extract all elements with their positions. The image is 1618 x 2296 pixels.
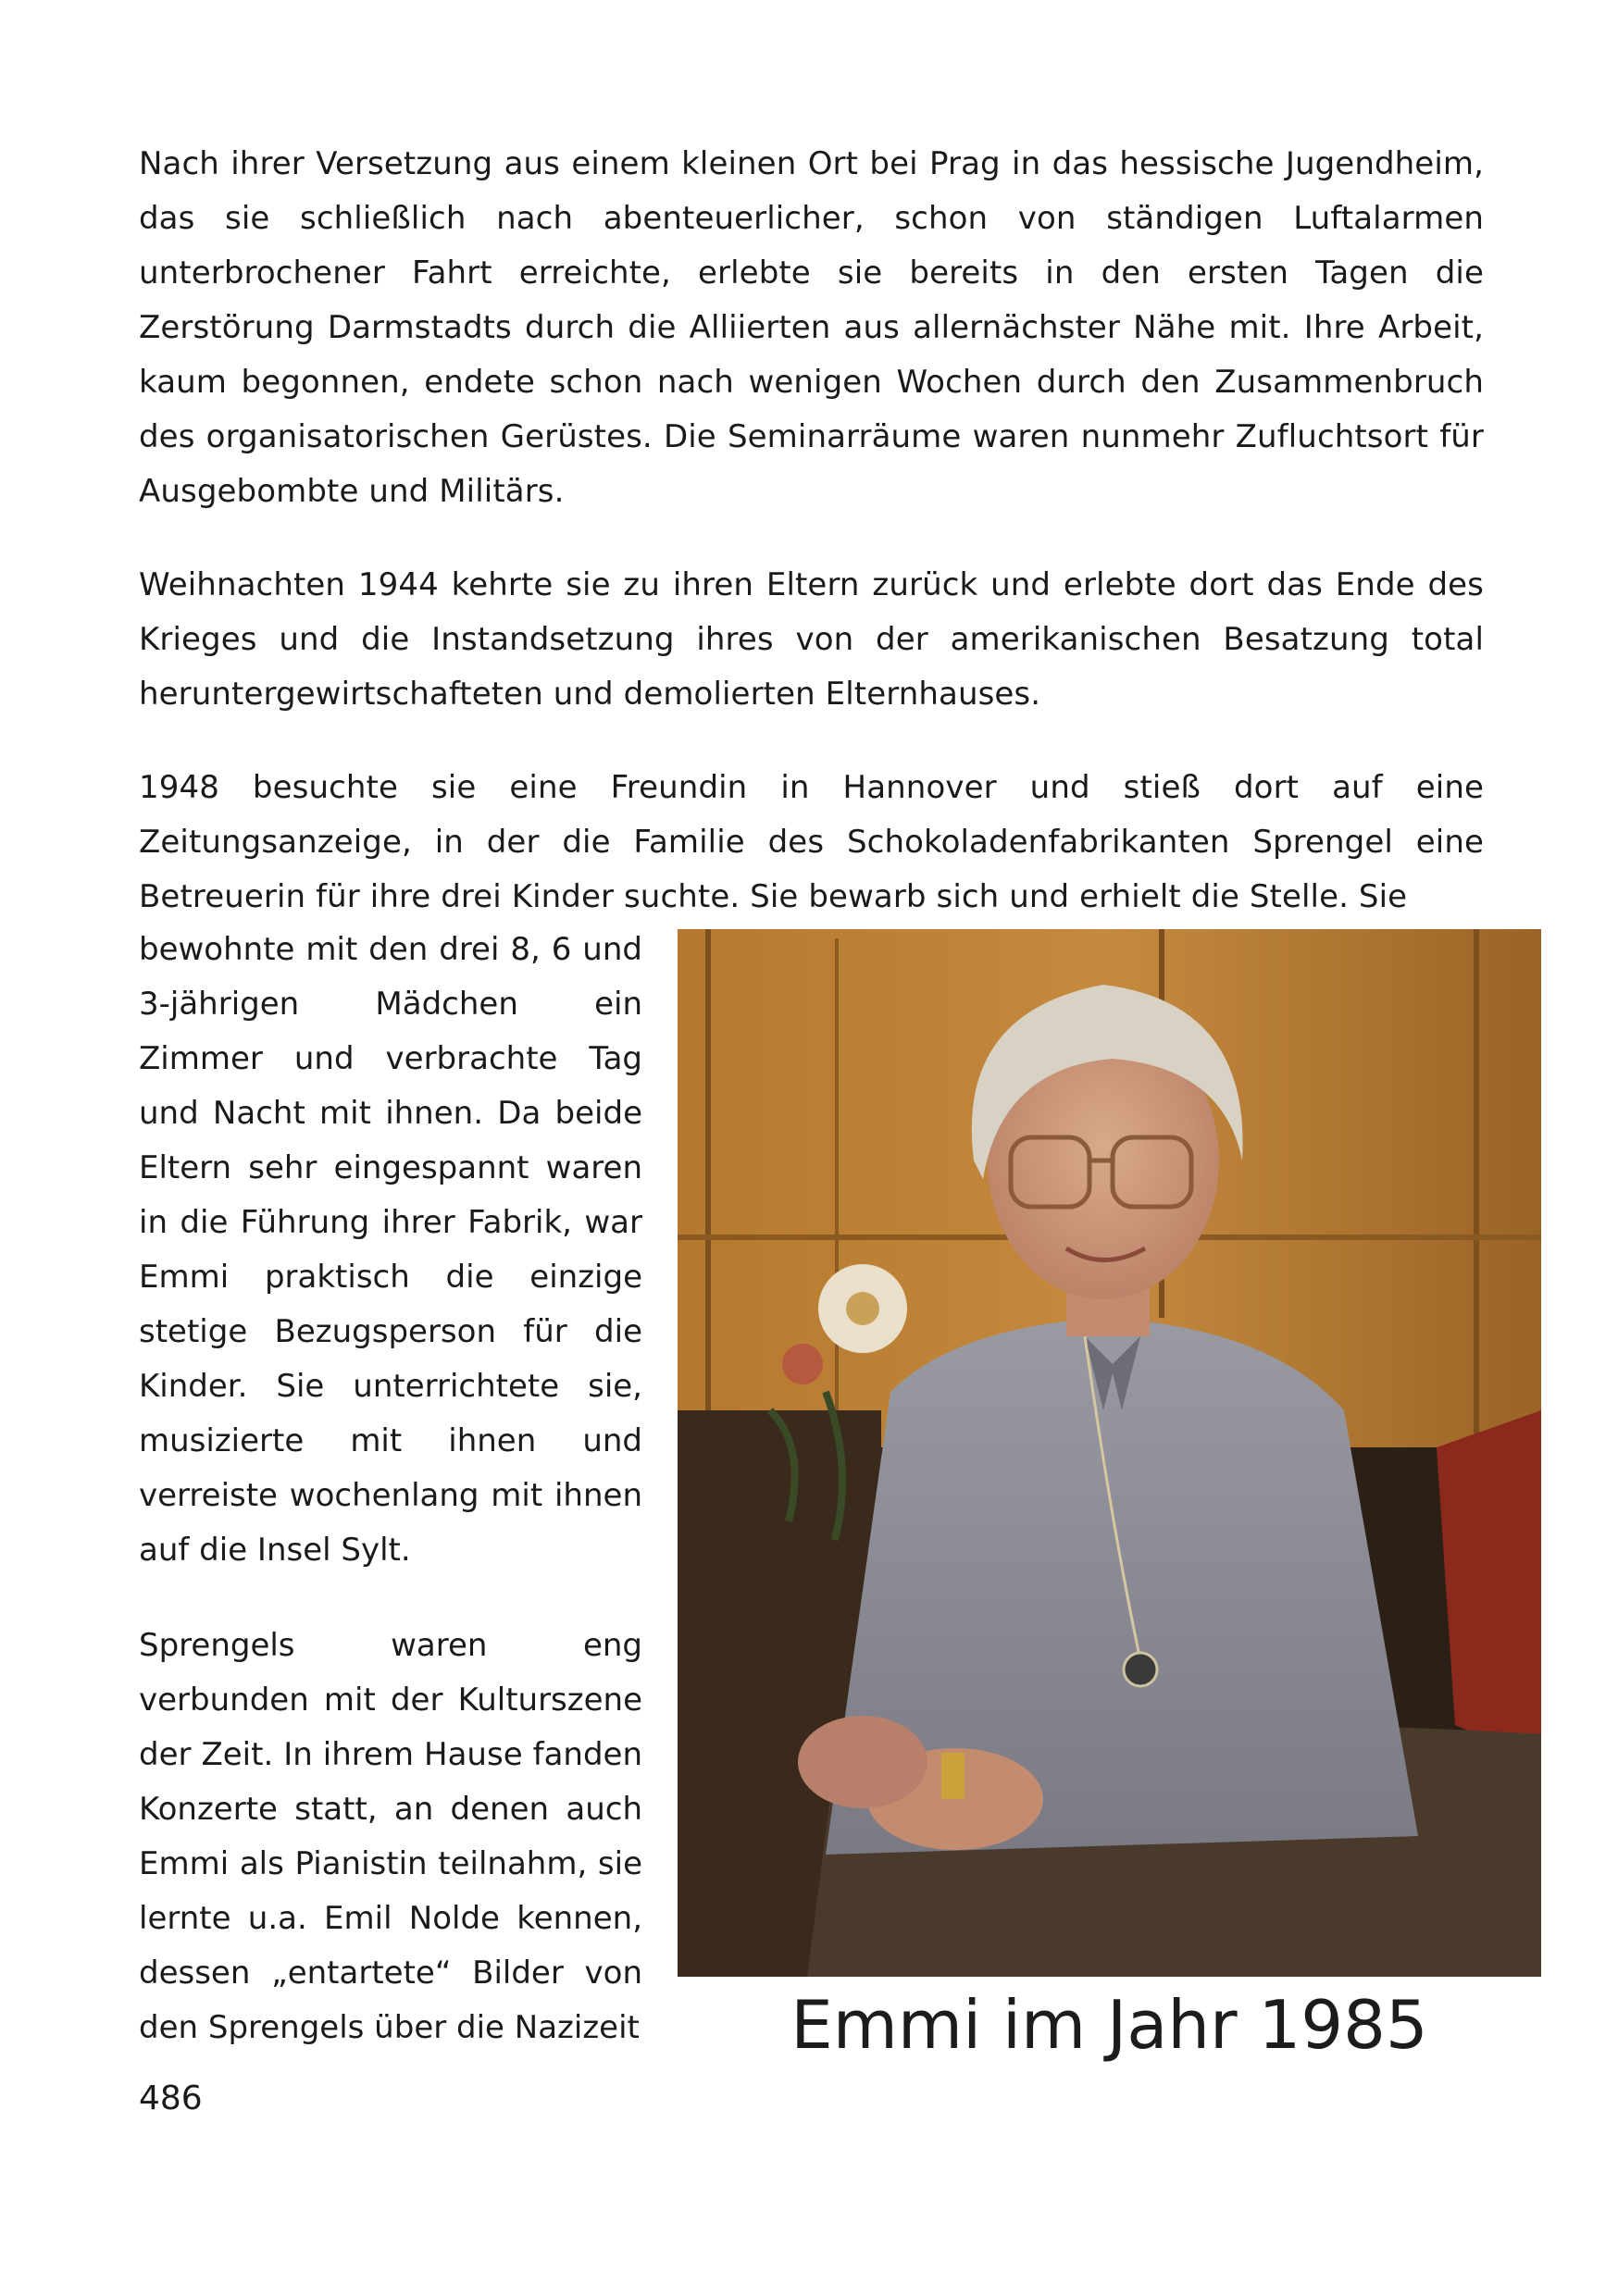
paragraph-2: Weihnachten 1944 kehrte sie zu ihren Eltern zurück und erlebte dort das Ende des Krieges und die Instandsetzung ihres von der amerikanischen Besatzung total heruntergewirtschafteten und demolierten Elternhauses. [139,566,1484,713]
portrait-illustration [678,929,1541,1977]
paragraph-3: 1948 besuchte sie eine Freundin in Hannover und stieß dort auf eine Zeitungsanzeige, in der die Familie des Schokoladenfabrikanten Sprengel eine Betreuerin für ihre drei Kinder suchte. Sie bewarb sich und erhielt die Stelle. Sie [139,769,1484,915]
portrait-photo [678,929,1541,1977]
photo-caption: Emmi im Jahr 1985 [790,1986,1428,2064]
paragraph-1: Nach ihrer Versetzung aus einem kleinen Ort bei Prag in das hessische Jugendheim, das sie schließlich nach abenteuerlicher, schon von ständigen Luftalarmen unterbrochener Fahrt erreichte, erlebte sie bereits in den ersten Tagen die Zerstörung Darmstadts durch die Alliierten aus allernächster Nähe mit. Ihre Arbeit, kaum begonnen, endete schon nach wenigen Wochen durch den Zusammenbruch des organisatorischen Gerüstes. Die Seminarräume waren nunmehr Zufluchtsort für Ausgebombte und Militärs. [139,145,1484,510]
paragraph-5: Sprengels waren eng verbunden mit der Kulturszene der Zeit. In ihrem Hause fanden Konzerte statt, an denen auch Emmi als Pianistin teilnahm, sie lernte u.a. Emil Nolde kennen, dessen „entartete“ Bilder von den Sprengels über die Nazizeit [139,1627,642,2046]
page-number: 486 [139,2079,203,2117]
paragraph-4: bewohnte mit den drei 8, 6 und 3-jährigen Mädchen ein Zimmer und verbrachte Tag und Nacht mit ihnen. Da beide Eltern sehr eingespannt waren in die Führung ihrer Fabrik, war Emmi praktisch die einzige stetige Bezugsperson für die Kinder. Sie unterrichtete sie, musizierte mit ihnen und verreiste wochenlang mit ihnen auf die Insel Sylt. [139,931,642,1569]
